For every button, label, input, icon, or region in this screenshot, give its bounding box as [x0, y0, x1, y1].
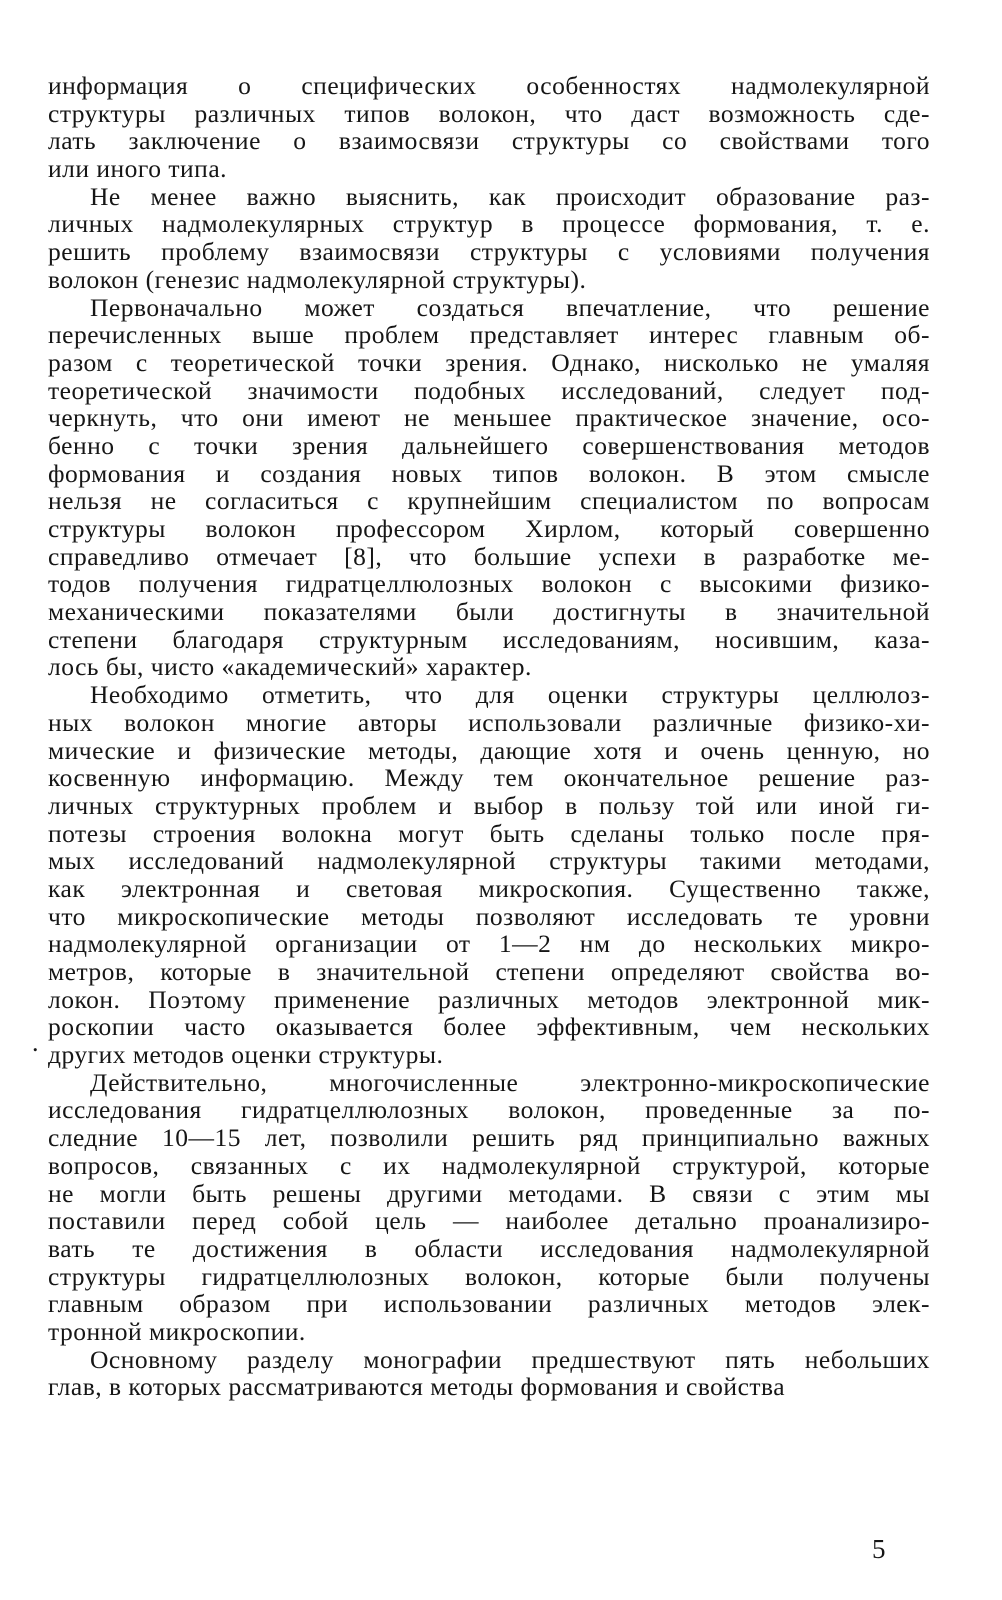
text-line: лось бы, чисто «академический» характер. — [48, 652, 532, 682]
text-line: глав, в которых рассматриваются методы формования и свойства — [48, 1372, 786, 1402]
text-line: перечисленных выше проблем представляет интерес главным об- — [48, 320, 930, 350]
text-line: потезы строения волокна могут быть сделаны только после пря- — [48, 818, 930, 848]
text-line: следние 10—15 лет, позволили решить ряд принципиально важных — [48, 1123, 930, 1153]
text-line: мические и физические методы, дающие хотя и очень ценную, но — [48, 735, 930, 765]
text-line: личных надмолекулярных структур в процессе формования, т. е. — [48, 209, 930, 239]
text-line: Необходимо отметить, что для оценки структуры целлюлоз- — [90, 680, 930, 710]
text-line: надмолекулярной организации от 1—2 нм до нескольких микро- — [48, 929, 930, 959]
paragraph — [48, 681, 930, 1069]
text-line: волокон (генезис надмолекулярной структуры). — [48, 264, 587, 294]
text-line: структуры волокон профессором Хирлом, который совершенно — [48, 514, 930, 543]
text-line: справедливо отмечает [8], что большие успехи в разработке ме- — [48, 541, 930, 571]
text-line: ных волокон многие авторы использовали различные физико-хи- — [48, 707, 930, 737]
text-line: тронной микроскопии. — [48, 1316, 306, 1346]
text-line: структуры гидратцеллюлозных волокон, которые были получены — [48, 1261, 930, 1291]
text-line: личных структурных проблем и выбор в пользу той или иной ги- — [48, 790, 930, 820]
text-line: Основному разделу монографии предшествуют пять небольших — [90, 1344, 930, 1374]
text-line: разом с теоретической точки зрения. Однако, нисколько не умаляя — [48, 347, 930, 377]
text-line: косвенную информацию. Между тем окончательное решение раз- — [48, 763, 930, 793]
text-line: бенно с точки зрения дальнейшего совершенствования методов — [48, 430, 930, 460]
text-line: черкнуть, что они имеют не меньшее практическое значение, осо- — [48, 403, 930, 433]
text-line: Не менее важно выяснить, как происходит образование раз- — [90, 181, 930, 211]
paragraph — [48, 72, 930, 183]
text-line: мых исследований надмолекулярной структуры такими методами, — [48, 846, 930, 876]
paragraph — [48, 1069, 930, 1346]
text-line: исследования гидратцеллюлозных волокон, проведенные за по- — [48, 1095, 930, 1125]
text-line: вопросов, связанных с их надмолекулярной структурой, которые — [48, 1150, 930, 1180]
text-line: что микроскопические методы позволяют исследовать те уровни — [48, 901, 930, 931]
text-line: структуры различных типов волокон, что даст возможность сде- — [48, 98, 930, 128]
text-line: информация о специфических особенностях надмолекулярной — [48, 71, 930, 100]
paragraph — [48, 294, 930, 682]
text-line: роскопии часто оказывается более эффективным, чем нескольких — [48, 1012, 930, 1042]
text-line: не могли быть решены другими методами. В связи с этим мы — [48, 1178, 930, 1208]
text-line: степени благодаря структурным исследованиям, носившим, каза- — [48, 624, 930, 654]
text-line: тодов получения гидратцеллюлозных волокон с высокими физико- — [48, 569, 930, 599]
text-line: Действительно, многочисленные электронно-микроскопические — [90, 1067, 930, 1097]
text-line: формования и создания новых типов волокон. В этом смысле — [48, 458, 930, 488]
text-line: Первоначально может создаться впечатление, что решение — [90, 292, 930, 322]
text-line: механическими показателями были достигнуты в значительной — [48, 597, 930, 627]
text-line: решить проблему взаимосвязи структуры с условиями получения — [48, 237, 930, 267]
text-line: поставили перед собой цель — наиболее детально проанализиро- — [48, 1206, 930, 1236]
text-line: нельзя не согласиться с крупнейшим специалистом по вопросам — [48, 486, 930, 516]
page-text — [48, 72, 930, 1401]
paragraph — [48, 1346, 930, 1401]
text-line: или иного типа. — [48, 154, 228, 184]
paragraph — [48, 183, 930, 294]
page-number: 5 — [872, 1534, 886, 1564]
text-line: как электронная и световая микроскопия. Существенно также, — [48, 873, 930, 903]
text-line: теоретической значимости подобных исследований, следует под- — [48, 375, 930, 405]
text-line: главным образом при использовании различных методов элек- — [48, 1289, 930, 1319]
text-line: других методов оценки структуры. — [48, 1040, 444, 1070]
text-line: лать заключение о взаимосвязи структуры со свойствами того — [48, 126, 930, 156]
text-line: вать те достижения в области исследования надмолекулярной — [48, 1233, 930, 1263]
text-line: локон. Поэтому применение различных методов электронной мик- — [48, 984, 930, 1014]
text-line: метров, которые в значительной степени определяют свойства во- — [48, 957, 930, 986]
margin-mark: . — [32, 1028, 39, 1057]
